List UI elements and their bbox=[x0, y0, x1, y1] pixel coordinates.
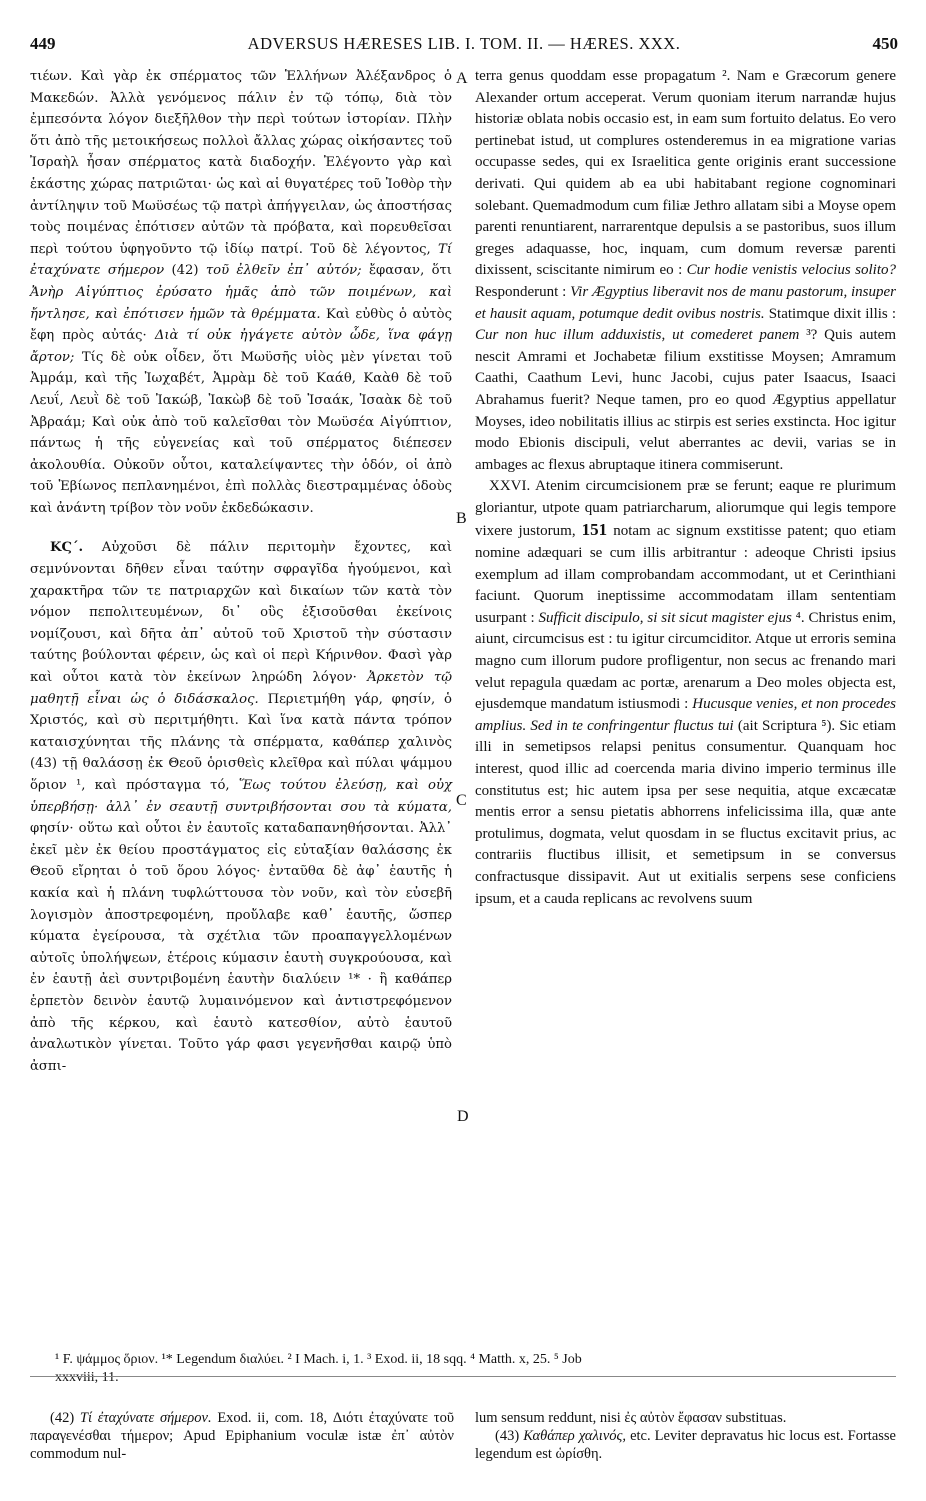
greek-quote: τοῦ ἐλθεῖν ἐπ᾽ αὐτόν; bbox=[205, 263, 362, 279]
note-lemma: Τί ἐταχύνατε σήμερον. bbox=[79, 1410, 212, 1426]
greek-text: Τίς δὲ οὐκ οἶδεν, ὅτι Μωϋσῆς υἱὸς μὲν γίνεται τοῦ Ἀμράμ, καὶ τῆς Ἰωχαβέτ, Ἀμρὰμ δὲ τοῦ Καάθ, Καὰθ δὲ τοῦ Λευΐ, Λευῒ δὲ τοῦ Ἰακώβ, Ἰακὼβ δὲ τοῦ Ἰσαάκ, Ἰσαὰκ δὲ τοῦ Ἀβραάμ; Καὶ οὐκ ἀπὸ τοῦ καλεῖσθαι τὸν Μωϋσέα Αἰγύπτιον, πάντως ἡ τῆς εὐγενείας καὶ τοῦ σπέρματος διέπεσεν ἀκολουθία. Οὐκοῦν οὗτοι, καταλείψαντες τὴν ὁδόν, οἱ ἀπὸ τοῦ Ἐβίωνος πεπλανημένοι, ἐπὶ πολλὰς διεστραμμένας ὁδοὺς καὶ ἀνάντη τρίβον τὸν νοῦν ἐκδεδώκασιν. bbox=[30, 349, 452, 516]
section-number-latin: XXVI. bbox=[489, 478, 531, 495]
latin-quote: Sufficit discipulo, si sit sicut magister ejus bbox=[538, 609, 792, 626]
latin-text: (ait Scriptura ⁵). Sic etiam illi in semetipsos relapsi penitus consumentur. Quanquam hoc interest, quod illic ad coercenda maria divino imperio terminus ille constitutus est; hic autem ipsa per sese nequitia, atque excæcatæ mentis error a sensu pietatis abhorrens infelicissima illa, quæ ante protulimus, dogmata, velut quosdam in se fluctus excitavit prius, ac contrariis fluctibus illisit, et semetipsum in se conversus confractusque dissipavit. Aut ut exitialis serpens sese conficiens ipsum, et a cauda replicans ac revolvens suum bbox=[475, 717, 897, 907]
greek-quote: Διὰ τί οὐκ ἠγάγετε αὐτὸν ὧδε, ἵνα φάγῃ ἄρτον; bbox=[30, 328, 453, 365]
note-lemma: Καθάπερ χαλινός, bbox=[523, 1428, 627, 1444]
latin-text: Atenim circumcisionem præ se ferunt; eaque re plurimum gloriantur, utpote quam patriarcharum, aliorumque qui legis tempore vixere justorum, bbox=[475, 478, 896, 540]
greek-text: φησίν· οὕτω καὶ οὗτοι ἐν ἑαυτοῖς καταδαπανηθήσονται. Ἀλλ᾽ ἐκεῖ μὲν ἐκ θείου προστάγματος εἰς εὐταξίαν θαλάσσης ἐκ Θεοῦ εἴρηται ὁ τοῦ ὅρου λόγος· ἐνταῦθα δὲ ἀφ᾽ ἑαυτῆς ἡ κακία καὶ ἡ πλάνη τυφλώττουσα τὸν νοῦν, καὶ τὸν εὐσεβῆ λογισμὸν ἀποστρεφομένη, προὔλαβε καθ᾽ ἑαυτῆς, ὥσπερ κύματα ἐγείρουσα, τὰ σχέτλια τῶν προαπαγγελλομένων αὐτοῖς ὑπολήψεων, ἑτέροις κύμασιν ἑαυτὴ συγκρούουσα, καὶ ἐν ἑαυτῇ ἀεὶ συντριβομένη ἑαυτὴν διαλύειν ¹* · ἢ καθάπερ ἑρπετὸν δεινὸν ἑαυτῷ λυμαινόμενον καὶ ἀντιστρεφόμενον ἀπὸ τῆς κέρκου, καὶ ἑαυτὸ κατεσθίον, αὐτὸ ἑαυτοῦ ἀναλωτικὸν γίνεται. Τοῦτο γάρ φασι γεγενῆσθαι καιρῷ ὑπὸ ἀσπι- bbox=[30, 821, 452, 1074]
latin-quote: Vir Ægyptius liberavit nos de manu pastorum, insuper et hausit aquam, potumque dedit ovibus nostris. bbox=[475, 283, 897, 322]
section-number-greek: ΚϚ΄. bbox=[50, 540, 84, 556]
note-text: Exod. ii, com. 18, Διότι ἐταχύνατε τοῦ παραγενέσθαι τήμερον; Apud Epiphanium voculæ istæ ἐπ᾽ αὐτὸν commodum nul- bbox=[30, 1410, 454, 1462]
note-42-continued: lum sensum reddunt, nisi ἐς αὐτὸν ἔφασαν substituas. bbox=[475, 1410, 787, 1426]
notes-divider bbox=[30, 1376, 896, 1377]
latin-paragraph-1 bbox=[475, 66, 896, 476]
greek-quote: Τί ἐταχύνατε σήμερον bbox=[30, 241, 452, 279]
note-number: (42) bbox=[50, 1410, 75, 1426]
original-page-number: 151 bbox=[581, 520, 608, 540]
greek-paragraph-1 bbox=[30, 66, 452, 519]
latin-quote: Cur hodie venistis velocius solito? bbox=[686, 262, 896, 279]
latin-text: Statimque dixit illis : bbox=[768, 305, 897, 322]
margin-letter-a: A bbox=[456, 70, 468, 87]
footnote-line: ¹ F. ψάμμος ὅριον. ¹* Legendum διαλύει. ² I Mach. i, 1. ³ Exod. ii, 18 sqq. ⁴ Matth. x, 25. ⁵ Job bbox=[55, 1352, 582, 1367]
note-43 bbox=[475, 1427, 896, 1463]
margin-letter-b: B bbox=[456, 510, 467, 527]
greek-paragraph-2 bbox=[30, 537, 452, 1077]
greek-text: Αὐχοῦσι δὲ πάλιν περιτομὴν ἔχοντες, καὶ σεμνύνονται δῆθεν εἶναι ταύτην σφραγῖδα ἡγούμενοι, καὶ χαρακτῆρα τῶν τε πατριαρχῶν καὶ δικαίων τῶν κατὰ τὸν νόμον πεπολιτευμένων, δι᾽ οὓς ἐξισοῦσθαι ἐκείνοις νομίζουσι, καὶ δῆτα ἀπ᾽ αὐτοῦ τοῦ Χριστοῦ τὴν σύστασιν ταύτης βούλονται φέρειν, ὡς καὶ οἱ περὶ Κήρινθον. Φασὶ γὰρ καὶ οὗτοι κατὰ τὸν ἐκείνων ληρώδη λόγον· bbox=[30, 540, 452, 686]
running-title: ADVERSUS HÆRESES LIB. I. TOM. II. — HÆRES. XXX. bbox=[247, 34, 681, 53]
latin-text: terra genus quoddam esse propagatum ². Nam e Græcorum genere Alexander ortum acceperat. Verum quoniam iterum narrandæ hujus historiæ oblata nobis occasio est, in eam sum fortuito delatus. Eo vero pertinebat istud, ut complures ostenderemus in ea migratione varias occupasse sedes, qui ex Israelitica gente originis erant successione derivati. Qui quidem ab ea ubi habitabant regione cognominari solebant. Quemadmodum cum filiæ Jethro allatam sibi a Moyse opem parenti renuntiarent, narrarentque depulsis a se pastoribus, suos illum greges adaquasse, hoc, inquam, cum domum reversæ parenti dixissent, sciscitante nimirum eo : bbox=[475, 68, 896, 279]
page-number-right: 450 bbox=[872, 34, 898, 53]
note-text: etc. Leviter depravatus hic locus est. Fortasse legendum est ὡρίσθη. bbox=[475, 1428, 896, 1462]
greek-text: ἔφασαν, ὅτι bbox=[368, 263, 452, 279]
page-number-left: 449 bbox=[30, 34, 56, 53]
note-number: (43) bbox=[495, 1428, 520, 1444]
latin-column bbox=[475, 66, 896, 910]
latin-text: ⁴. Christus enim, aiunt, circumcisus est : tu igitur circumciditor. Atque ut erroris semina magno cum illorum pudore profligentur, non secus ac frenando mari velut repagula quædam ac portæ, arenarum a Deo moles objecta est, ejusdemque mandatum istiusmodi : bbox=[475, 609, 897, 713]
footnote-line: xxxviii, 11. bbox=[55, 1370, 119, 1385]
greek-quote: Ἀρκετὸν τῷ μαθητῇ εἶναι ὡς ὁ διδάσκαλος. bbox=[30, 670, 452, 707]
latin-quote: Cur non huc illum adduxistis, ut comederet panem bbox=[475, 327, 800, 344]
latin-quote: Hucusque venies, et non procedes amplius. Sed in te confringentur fluctus tui bbox=[475, 696, 896, 734]
latin-text: Responderunt : bbox=[475, 283, 567, 300]
greek-text: Καὶ εὐθὺς ὁ αὐτὸς ἔφη πρὸς αὐτάς· bbox=[30, 306, 452, 344]
latin-text: ³? Quis autem nescit Amrami et Jochabetæ filium exstitisse Moysen; Amramum Caathi, Caathum Levi, hunc Jacobi, cujus pater Isaacus, Isaaci Abrahamus fuerit? Neque tamen, pro eo quod Ægyptius appellatur Moyses, ideo nobilitatis illius ac stirpis est series exstincta. Hoc igitur modo Ebionis discipuli, velut aberrantes ac devii, varias se in ambages ac flexus abruptaque itinera commiserunt. bbox=[475, 327, 896, 473]
greek-quote: Ἕως τούτου ἐλεύσῃ, καὶ οὐχ ὑπερβήσῃ· ἀλλ᾽ ἐν σεαυτῇ συντριβήσονται σου τὰ κύματα, bbox=[30, 778, 452, 815]
latin-paragraph-2 bbox=[475, 476, 896, 910]
greek-text: τιέων. Καὶ γὰρ ἐκ σπέρματος τῶν Ἑλλήνων Ἀλέξανδρος ὁ Μακεδών. Ἀλλὰ γενόμενος πάλιν ἐν τῷ τόπῳ, διὰ τὸν ἐμπεσόντα λόγον διεξῆλθον τὴν περὶ τούτων ἱστορίαν. Πλὴν ὅτι ἀπὸ τῆς μετοικήσεως πολλοὶ ἄλλας χώρας οἰκήσαντες τοῦ Ἰσραὴλ ἦσαν σπέρματος κατὰ διαδοχήν. Ἐλέγοντο γὰρ καὶ ἑκάστης χώρας πατριῶται· ὡς καὶ αἱ θυγατέρες τοῦ Ἰοθὸρ τὴν ἀντίληψιν τοῦ Μωϋσέως τῷ πατρὶ ἀπήγγειλαν, ὡς ἀποστήσας τοὺς ποιμένας ἐπότισεν αὐτῶν τὰ πρόβατα, καὶ πορευθεῖσαι περὶ τούτου ὑφηγοῦντο τῷ ἰδίῳ πατρί. Τοῦ δὲ λέγοντος, bbox=[30, 69, 452, 257]
footnotes bbox=[55, 1351, 905, 1387]
note-42 bbox=[30, 1409, 454, 1463]
margin-letter-c: C bbox=[456, 792, 467, 809]
greek-quote: Ἀνὴρ Αἰγύπτιος ἐρύσατο ἡμᾶς ἀπὸ τῶν ποιμένων, καὶ ἤντλησε, καὶ ἐπότισεν ἡμῶν τὰ θρέμματα. bbox=[30, 284, 452, 322]
greek-text: Περιετμήθη γάρ, φησίν, ὁ Χριστός, καὶ σὺ περιτμήθητι. Καὶ ἵνα κατὰ πάντα τρόπον καταισχύνηται τῆς πλάνης τὰ σπέρματα, καθάπερ χαλινὸς (43) τῇ θαλάσσῃ ἐκ Θεοῦ ὁρισθεὶς κλεῖθρα καὶ πύλαι ψάμμου ὅριον ¹, καὶ πρόσταγμα τό, bbox=[30, 691, 452, 793]
note-ref-42: (42) bbox=[171, 263, 199, 279]
page-header bbox=[30, 34, 898, 56]
greek-column bbox=[30, 66, 452, 1077]
latin-text: notam ac signum exstitisse patent; quo etiam nomine adæquari se cum illis arbitrantur : adeoque Christi ipsius exemplum ad illam comprobandam accommodant, ut et Cerinthiani faciunt. Quorum ineptissime accommodatam illam sententiam usurpant : bbox=[475, 523, 897, 626]
margin-letter-d: D bbox=[457, 1108, 469, 1125]
notes-right bbox=[475, 1409, 896, 1463]
notes-left bbox=[30, 1409, 454, 1463]
